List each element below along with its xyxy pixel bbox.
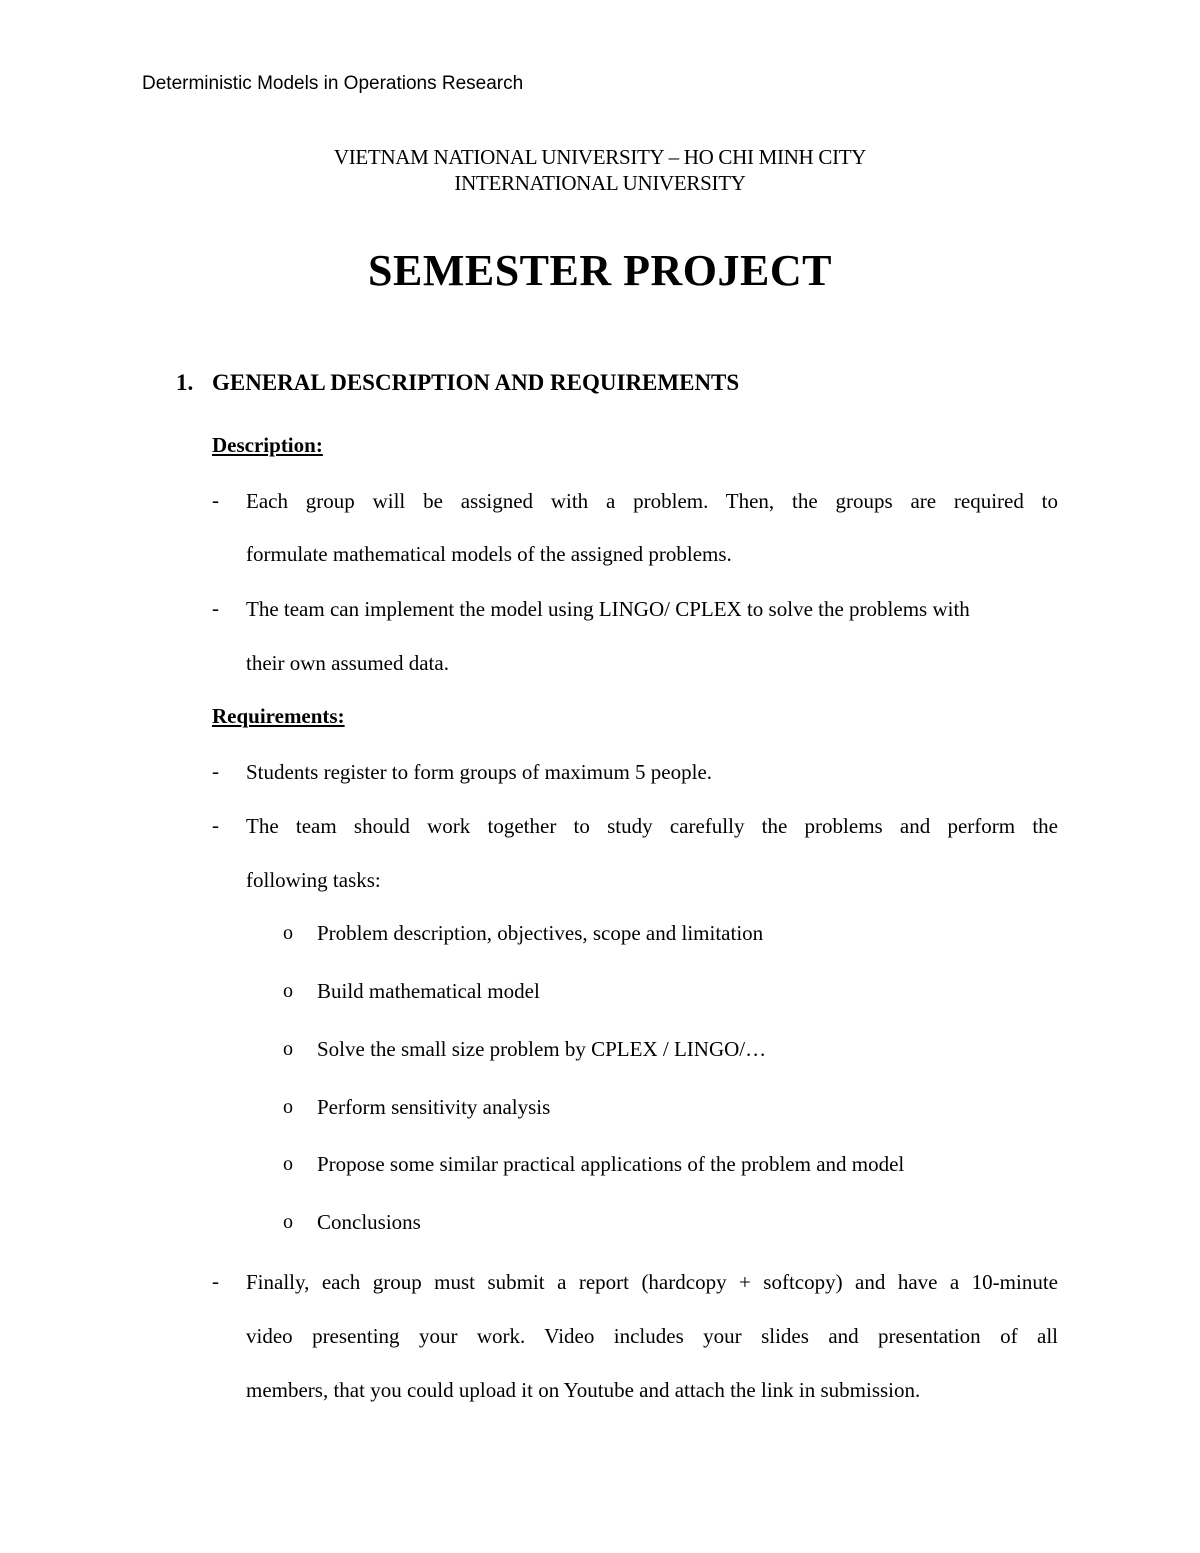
requirements-item-1: Students register to form groups of maximum 5 people. [246,760,713,784]
bullet-icon: o [283,1096,293,1118]
list-dash: - [212,488,219,512]
requirements-item-2-line-1: The team should work together to study carefully the problems and perform the [246,814,1058,838]
task-item: Conclusions [317,1210,421,1234]
description-heading: Description: [212,433,323,457]
list-dash: - [212,759,219,783]
bullet-icon: o [283,922,293,944]
requirements-item-3-line-1: Finally, each group must submit a report (hardcopy + softcopy) and have a 10-minute [246,1270,1058,1294]
task-item: Solve the small size problem by CPLEX / LINGO/… [317,1037,767,1061]
bullet-icon: o [283,980,293,1002]
bullet-icon: o [283,1038,293,1060]
requirements-item-3-line-2: video presenting your work. Video includes your slides and presentation of all [246,1324,1058,1348]
institution-line-1: VIETNAM NATIONAL UNIVERSITY – HO CHI MINH CITY [333,145,867,169]
list-dash: - [212,813,219,837]
bullet-icon: o [283,1211,293,1233]
task-item: Propose some similar practical applications of the problem and model [317,1152,905,1176]
section-heading [176,370,739,396]
requirements-item-2-line-2: following tasks: [246,868,381,892]
section-number: 1. [176,370,194,395]
list-dash: - [212,1269,219,1293]
description-item-2-line-2: their own assumed data. [246,651,449,675]
task-item: Build mathematical model [317,979,540,1003]
section-title: GENERAL DESCRIPTION AND REQUIREMENTS [212,370,740,395]
description-item-1-line-2: formulate mathematical models of the assigned problems. [246,542,732,566]
task-item: Perform sensitivity analysis [317,1095,551,1119]
document-title: SEMESTER PROJECT [368,246,832,295]
bullet-icon: o [283,1153,293,1175]
description-item-2-line-1: The team can implement the model using LINGO/ CPLEX to solve the problems with [246,597,970,621]
task-item: Problem description, objectives, scope and limitation [317,921,764,945]
list-dash: - [212,596,219,620]
running-header: Deterministic Models in Operations Research [142,73,524,94]
institution-line-2: INTERNATIONAL UNIVERSITY [454,171,746,195]
description-item-1-line-1: Each group will be assigned with a problem. Then, the groups are required to [246,489,1058,513]
requirements-item-3-line-3: members, that you could upload it on Youtube and attach the link in submission. [246,1378,921,1402]
requirements-heading: Requirements: [212,704,345,728]
